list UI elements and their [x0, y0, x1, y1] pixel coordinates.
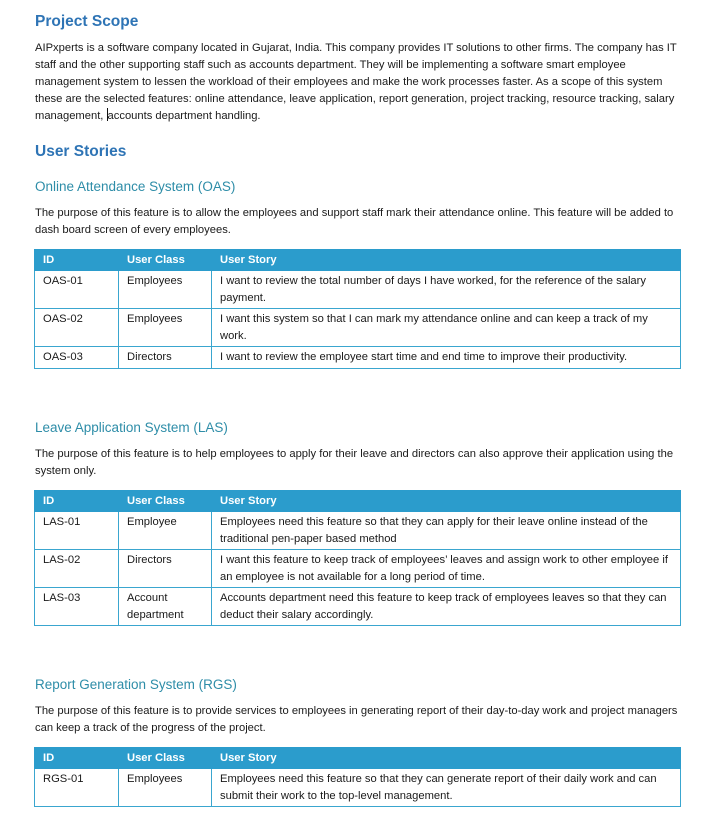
cell-user-class: Directors — [119, 550, 212, 588]
cell-user-class: Employee — [119, 512, 212, 550]
header-user-story: User Story — [212, 250, 681, 271]
table-header-row — [35, 748, 681, 769]
cell-id: RGS-01 — [35, 769, 119, 807]
header-user-class: User Class — [119, 748, 212, 769]
cell-user-class: Employees — [119, 309, 212, 347]
cell-user-story: Accounts department need this feature to keep track of employees leaves so that they can deduct their salary accordingly. — [212, 588, 681, 626]
table-header-row — [35, 250, 681, 271]
user-story-table-oas — [34, 249, 681, 369]
scope-text-after-cursor: accounts department handling. — [107, 110, 261, 122]
cell-user-story: Employees need this feature so that they can generate report of their daily work and can submit their work to the top-level management. — [212, 769, 681, 807]
table-row — [35, 347, 681, 369]
section-description-las: The purpose of this feature is to help employees to apply for their leave and directors can also approve their application using the system only. — [35, 448, 674, 477]
cell-user-class: Employees — [119, 769, 212, 807]
cell-user-story: I want to review the employee start time and end time to improve their productivity. — [212, 347, 681, 369]
section-title-oas: Online Attendance System (OAS) — [35, 179, 236, 194]
header-id: ID — [35, 491, 119, 512]
cell-user-story: I want this feature to keep track of employees’ leaves and assign work to other employee if an employee is not available for a long period of time. — [212, 550, 681, 588]
cell-user-story: I want this system so that I can mark my attendance online and can keep a track of my work. — [212, 309, 681, 347]
header-id: ID — [35, 748, 119, 769]
table-row — [35, 588, 681, 626]
cell-id: LAS-03 — [35, 588, 119, 626]
header-user-story: User Story — [212, 748, 681, 769]
header-user-class: User Class — [119, 250, 212, 271]
cell-id: OAS-01 — [35, 271, 119, 309]
table-header-row — [35, 491, 681, 512]
table-row — [35, 769, 681, 807]
scope-text-before-cursor: AIPxperts is a software company located in Gujarat, India. This company provides IT solutions to other firms. The company has IT staff and the other supporting staff such as accounts department. They will be implementing a software smart employee management system to lessen the workload of their employees and make the work processes faster. As a scope of this system these are the selected features: online attendance, leave application, report generation, project tracking, resource tracking, salary management, — [35, 42, 677, 122]
table-row — [35, 512, 681, 550]
section-description-rgs: The purpose of this feature is to provide services to employees in generating report of their day-to-day work and project managers can keep a track of the progress of the project. — [35, 705, 678, 734]
cell-user-story: I want to review the total number of days I have worked, for the reference of the salary payment. — [212, 271, 681, 309]
cell-user-class: Account department — [119, 588, 212, 626]
section-description-oas: The purpose of this feature is to allow the employees and support staff mark their attendance online. This feature will be added to dash board screen of every employees. — [35, 207, 674, 236]
section-title-las: Leave Application System (LAS) — [35, 420, 228, 435]
user-story-table-las — [34, 490, 681, 626]
cell-id: LAS-01 — [35, 512, 119, 550]
cell-id: LAS-02 — [35, 550, 119, 588]
section-title-rgs: Report Generation System (RGS) — [35, 677, 237, 692]
cell-id: OAS-02 — [35, 309, 119, 347]
cell-id: OAS-03 — [35, 347, 119, 369]
header-user-class: User Class — [119, 491, 212, 512]
table-row — [35, 550, 681, 588]
user-stories-heading: User Stories — [35, 143, 127, 160]
project-scope-paragraph — [35, 40, 683, 125]
table-row — [35, 271, 681, 309]
project-scope-heading: Project Scope — [35, 13, 139, 30]
cell-user-class: Employees — [119, 271, 212, 309]
cell-user-class: Directors — [119, 347, 212, 369]
table-row — [35, 309, 681, 347]
cell-user-story: Employees need this feature so that they can apply for their leave online instead of the traditional pen-paper based method — [212, 512, 681, 550]
user-story-table-rgs — [34, 747, 681, 807]
header-user-story: User Story — [212, 491, 681, 512]
header-id: ID — [35, 250, 119, 271]
